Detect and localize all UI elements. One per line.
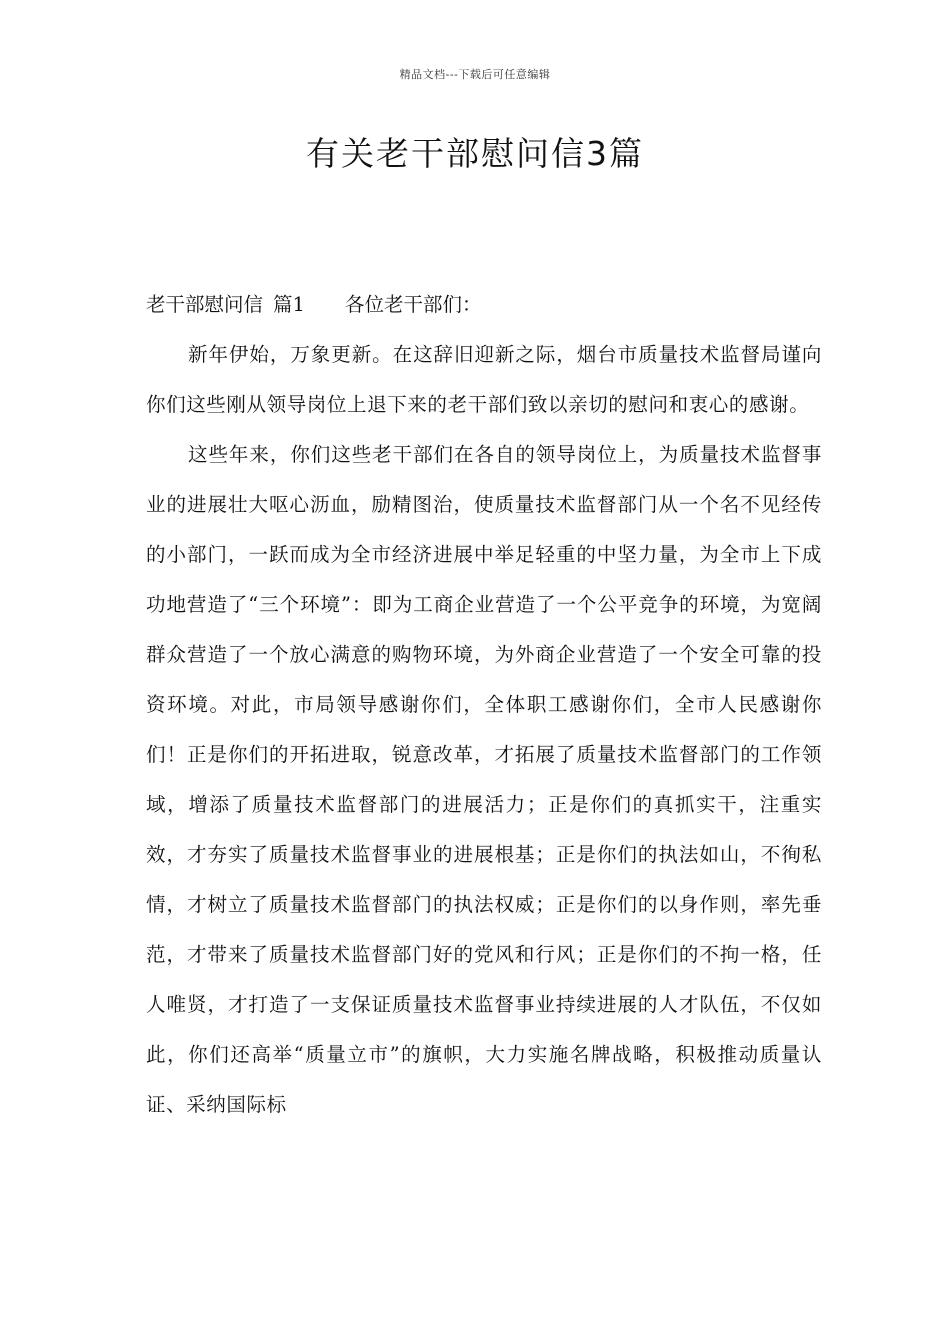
section-heading-line [146, 280, 822, 330]
section-number: 篇1 [273, 293, 305, 316]
section-label: 老干部慰问信 [146, 293, 264, 316]
paragraph: 新年伊始，万象更新。在这辞旧迎新之际，烟台市质量技术监督局谨向你们这些刚从领导岗位上退下来的老干部们致以亲切的慰问和衷心的感谢。 [146, 343, 822, 416]
document-body [146, 280, 822, 1130]
header-note: 精品文档---下载后可任意编辑 [399, 68, 551, 81]
document-title: 有关老干部慰问信3篇 [306, 134, 644, 173]
paragraph: 这些年来，你们这些老干部们在各自的领导岗位上，为质量技术监督事业的进展壮大呕心沥血，励精图治，使质量技术监督部门从一个名不见经传的小部门，一跃而成为全市经济进展中举足轻重的中坚力量，为全市上下成功地营造了“三个环境”：即为工商企业营造了一个公平竞争的环境，为宽阔群众营造了一个放心满意的购物环境，为外商企业营造了一个安全可靠的投资环境。对此，市局领导感谢你们，全体职工感谢你们，全市人民感谢你们！正是你们的开拓进取，锐意改革，才拓展了质量技术监督部门的工作领域，增添了质量技术监督部门的进展活力；正是你们的真抓实干，注重实效，才夯实了质量技术监督事业的进展根基；正是你们的执法如山，不徇私情，才树立了质量技术监督部门的执法权威；正是你们的以身作则，率先垂范，才带来了质量技术监督部门好的党风和行风；正是你们的不拘一格，任人唯贤，才打造了一支保证质量技术监督事业持续进展的人才队伍，不仅如此，你们还高举“质量立市”的旗帜，大力实施名牌战略，积极推动质量认证、采纳国际标 [146, 443, 822, 1116]
salutation: 各位老干部们： [344, 293, 482, 316]
